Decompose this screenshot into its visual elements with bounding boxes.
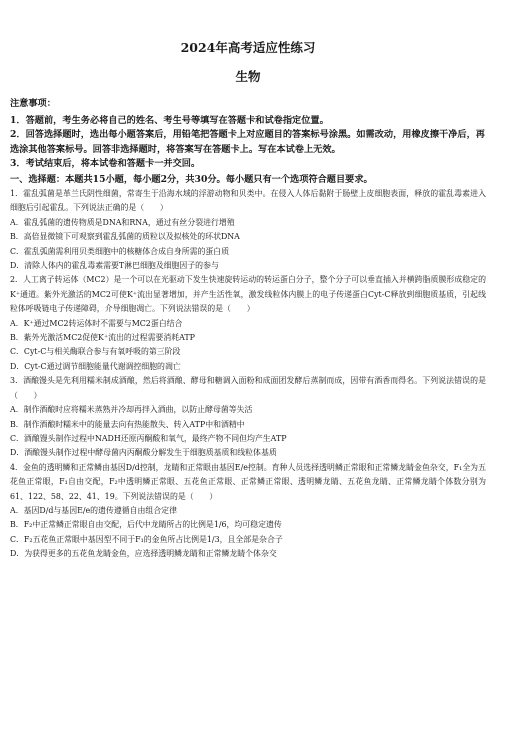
- question-stem: 2．人工离子转运体（MC2）是一个可以在光驱动下发生快速旋转运动的转运蛋白分子，整个分子可以垂直插入并横跨脂质膜形成稳定的K⁺通道。紫外光激活的MC2可使K⁺流出显著增加，并产生活性氧，激发线粒体内膜上的电子传递蛋白Cyt-C释放到细胞质基质，引起线粒体呼吸链电子传递障碍，介导细胞凋亡。下列说法错误的是（ ）: [10, 275, 486, 314]
- exam-title: 2024年高考适应性练习: [180, 40, 316, 55]
- question-stem: 3．酒酿馒头是先利用糯米制成酒酿，然后将酒酿、酵母和糖调入面粉和成面团发酵后蒸制而成，因带有酒香而得名。下列说法错误的是（ ）: [10, 376, 486, 400]
- option-d: D．清除人体内的霍乱毒素需要T淋巴细胞及细胞因子的参与: [10, 261, 219, 271]
- option-c: C．F₂五花鱼正常眼中基因型不同于F₁的金鱼所占比例是1/3，且全部是杂合子: [10, 534, 283, 544]
- question-2: [10, 273, 486, 374]
- notice-item: 1．答题前，考生务必将自己的姓名、考生号等填写在答题卡和试卷指定位置。: [10, 114, 329, 126]
- option-a: A．制作酒酿时应将糯米蒸熟并冷却再拌入酒曲，以防止酵母菌等失活: [10, 405, 253, 415]
- option-a: A．霍乱弧菌的遗传物质是DNA和RNA，通过有丝分裂进行增殖: [10, 217, 235, 227]
- option-c: C．霍乱弧菌需利用贝类细胞中的核糖体合成自身所需的蛋白质: [10, 246, 230, 256]
- question-4: [10, 461, 486, 562]
- option-c: C．Cyt-C与相关酶联合参与有氧呼吸的第三阶段: [10, 347, 181, 357]
- notice-item: 2．回答选择题时，选出每小题答案后，用铅笔把答题卡上对应题目的答案标号涂黑。如需改动，用橡皮擦干净后，再选涂其他答案标号。回答非选择题时，将答案写在答题卡上。写在本试卷上无效。: [10, 129, 485, 155]
- question-stem: 1．霍乱弧菌是革兰氏阴性细菌，常寄生于沿海水域的浮游动物和贝类中。在侵入人体后黏附于肠壁上皮细胞表面，释放的霍乱毒素进入细胞后引起霍乱。下列说法正确的是（ ）: [10, 189, 486, 213]
- question-stem: 4．金鱼的透明鳞和正常鳞由基因D/d控制，龙睛和正常眼由基因E/e控制。育种人员选择透明鳞正常眼和正常鳞龙睛金鱼杂交，F₁全为五花鱼正常眼，F₁自由交配，F₂中透明鳞正常眼、五花鱼正常眼、正常鳞正常眼、透明鳞龙睛、五花鱼龙睛、正常鳞龙睛个体数分别为61、122、58、22、41、19。下列说法错误的是（ ）: [10, 462, 486, 501]
- section-heading: 一、选择题：本题共15小题，每小题2分，共30分。每小题只有一个选项符合题目要求。: [10, 173, 373, 185]
- option-a: A．K⁺通过MC2转运体时不需要与MC2蛋白结合: [10, 318, 183, 328]
- notice-item: 3．考试结束后，将本试卷和答题卡一并交回。: [10, 158, 201, 169]
- option-d: D．酒酿馒头制作过程中酵母菌内丙酮酸分解发生于细胞质基质和线粒体基质: [10, 448, 277, 458]
- option-b: B．制作酒酿时糯米中的能量去向有热能散失、转入ATP中和酒精中: [10, 419, 245, 429]
- option-d: D．为获得更多的五花鱼龙睛金鱼，应选择透明鳞龙睛和正常鳞龙睛个体杂交: [10, 549, 277, 559]
- option-d: D．Cyt-C通过调节细胞能量代谢调控细胞的凋亡: [10, 361, 181, 371]
- question-1: [10, 187, 486, 273]
- option-b: B．紫外光激活MC2促使K⁺流出的过程需要消耗ATP: [10, 333, 195, 343]
- option-c: C．酒酿馒头制作过程中NADH还原丙酮酸和氧气，最终产物不同但均产生ATP: [10, 433, 287, 443]
- option-b: B．高倍显微镜下可观察到霍乱弧菌的质粒以及拟核处的环状DNA: [10, 232, 240, 242]
- subject-title: 生物: [235, 69, 261, 84]
- question-3: [10, 374, 486, 460]
- option-a: A．基因D/d与基因E/e的遗传遵循自由组合定律: [10, 505, 177, 515]
- notice-heading: 注意事项：: [10, 98, 56, 109]
- option-b: B．F₂中正常鳞正常眼自由交配，后代中龙睛所占的比例是1/6，均可稳定遗传: [10, 520, 282, 530]
